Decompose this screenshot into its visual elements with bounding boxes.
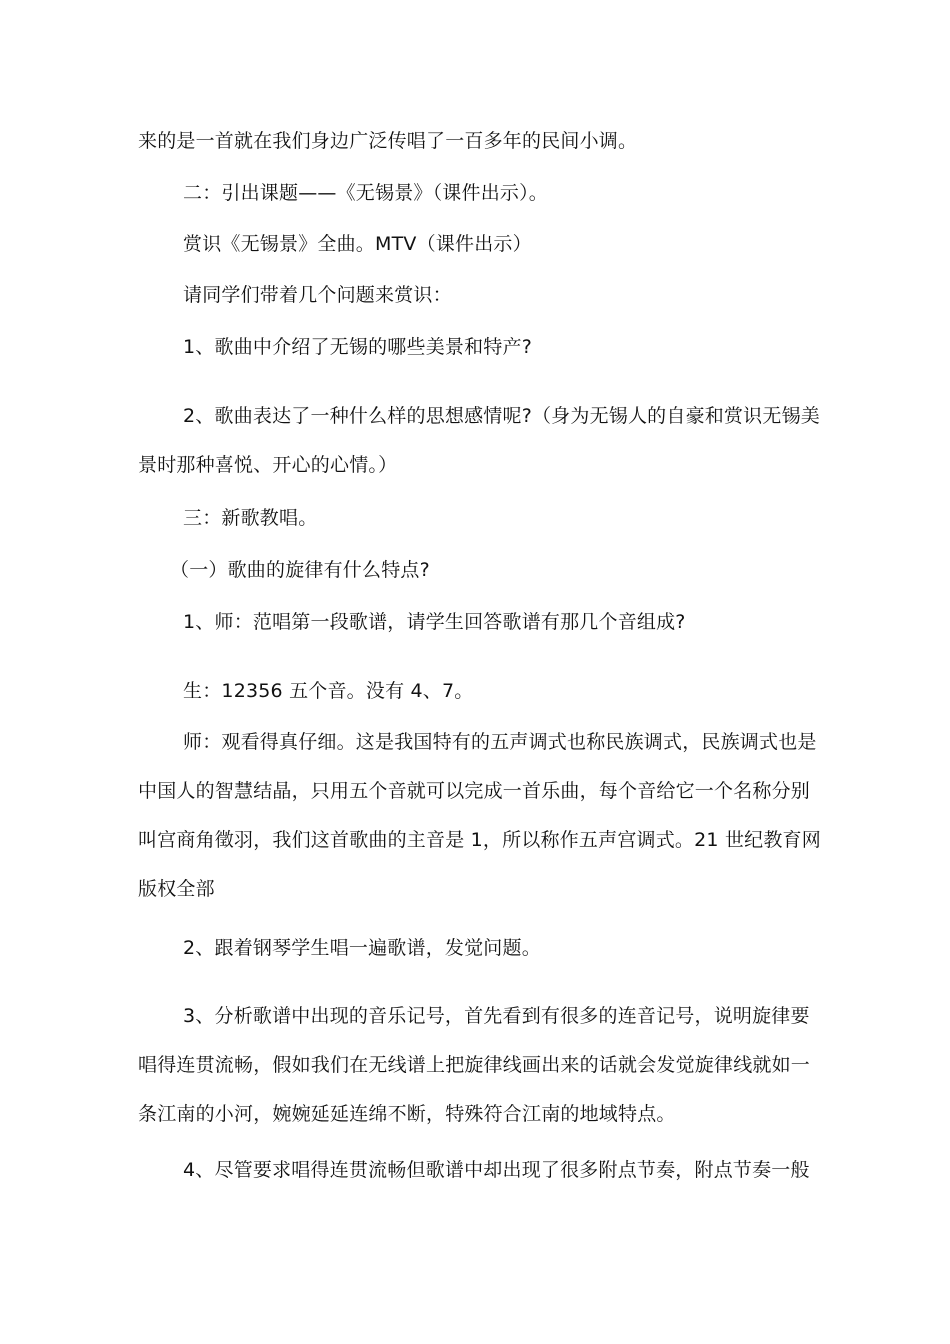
paragraph-subsection-one bbox=[138, 557, 854, 606]
text-line: 4、尽管要求唱得连贯流畅但歌谱中却出现了很多附点节奏，附点节奏一般 bbox=[183, 1159, 810, 1181]
text-line: 生：12356 五个音。没有 4、7。 bbox=[183, 680, 474, 702]
text-line: 景时那种喜悦、开心的心情。） bbox=[138, 454, 398, 476]
text-line: 2、歌曲表达了一种什么样的思想感情呢?（身为无锡人的自豪和赏识无锡美 bbox=[183, 405, 820, 427]
text-line: 二：引出课题——《无锡景》（课件出示）。 bbox=[183, 182, 549, 204]
paragraph-section-two-heading bbox=[138, 180, 867, 229]
paragraph-teacher-sings bbox=[138, 609, 867, 658]
text-line: 唱得连贯流畅，假如我们在无线谱上把旋律线画出来的话就会发觉旋律线就如一 bbox=[138, 1054, 811, 1076]
text-line: 来的是一首就在我们身边广泛传唱了一百多年的民间小调。 bbox=[138, 130, 638, 152]
paragraph-section-three-heading bbox=[138, 505, 867, 554]
paragraph-question-two bbox=[138, 403, 822, 478]
text-line: 三：新歌教唱。 bbox=[183, 507, 318, 529]
text-line: 版权全部 bbox=[138, 878, 215, 900]
text-line: 请同学们带着几个问题来赏识： bbox=[183, 284, 452, 306]
text-line: 叫宫商角徵羽，我们这首歌曲的主音是 1，所以称作五声宫调式。21 世纪教育网 bbox=[138, 829, 821, 851]
paragraph-continued-intro bbox=[138, 128, 822, 177]
text-line: 3、分析歌谱中出现的音乐记号，首先看到有很多的连音记号，说明旋律要 bbox=[183, 1005, 810, 1027]
paragraph-piano-sing bbox=[138, 935, 867, 984]
paragraph-questions-intro bbox=[138, 282, 867, 331]
text-line: 师：观看得真仔细。这是我国特有的五声调式也称民族调式，民族调式也是 bbox=[183, 731, 817, 753]
text-line: 2、跟着钢琴学生唱一遍歌谱，发觉问题。 bbox=[183, 937, 541, 959]
paragraph-appreciate-song bbox=[138, 231, 867, 280]
text-line: 赏识《无锡景》全曲。MTV（课件出示） bbox=[183, 233, 532, 255]
text-line: 中国人的智慧结晶，只用五个音就可以完成一首乐曲，每个音给它一个名称分别 bbox=[138, 780, 811, 802]
text-line: 1、歌曲中介绍了无锡的哪些美景和特产? bbox=[183, 336, 532, 358]
paragraph-teacher-explanation bbox=[138, 729, 822, 902]
paragraph-analysis bbox=[138, 1003, 822, 1127]
paragraph-dotted-rhythm bbox=[138, 1157, 867, 1206]
paragraph-student-answer bbox=[138, 678, 867, 727]
text-line: 条江南的小河，婉婉延延连绵不断，特殊符合江南的地域特点。 bbox=[138, 1103, 676, 1125]
text-line: 1、师：范唱第一段歌谱，请学生回答歌谱有那几个音组成? bbox=[183, 611, 686, 633]
paragraph-question-one bbox=[138, 334, 867, 383]
text-line: （一）歌曲的旋律有什么特点? bbox=[170, 559, 430, 581]
